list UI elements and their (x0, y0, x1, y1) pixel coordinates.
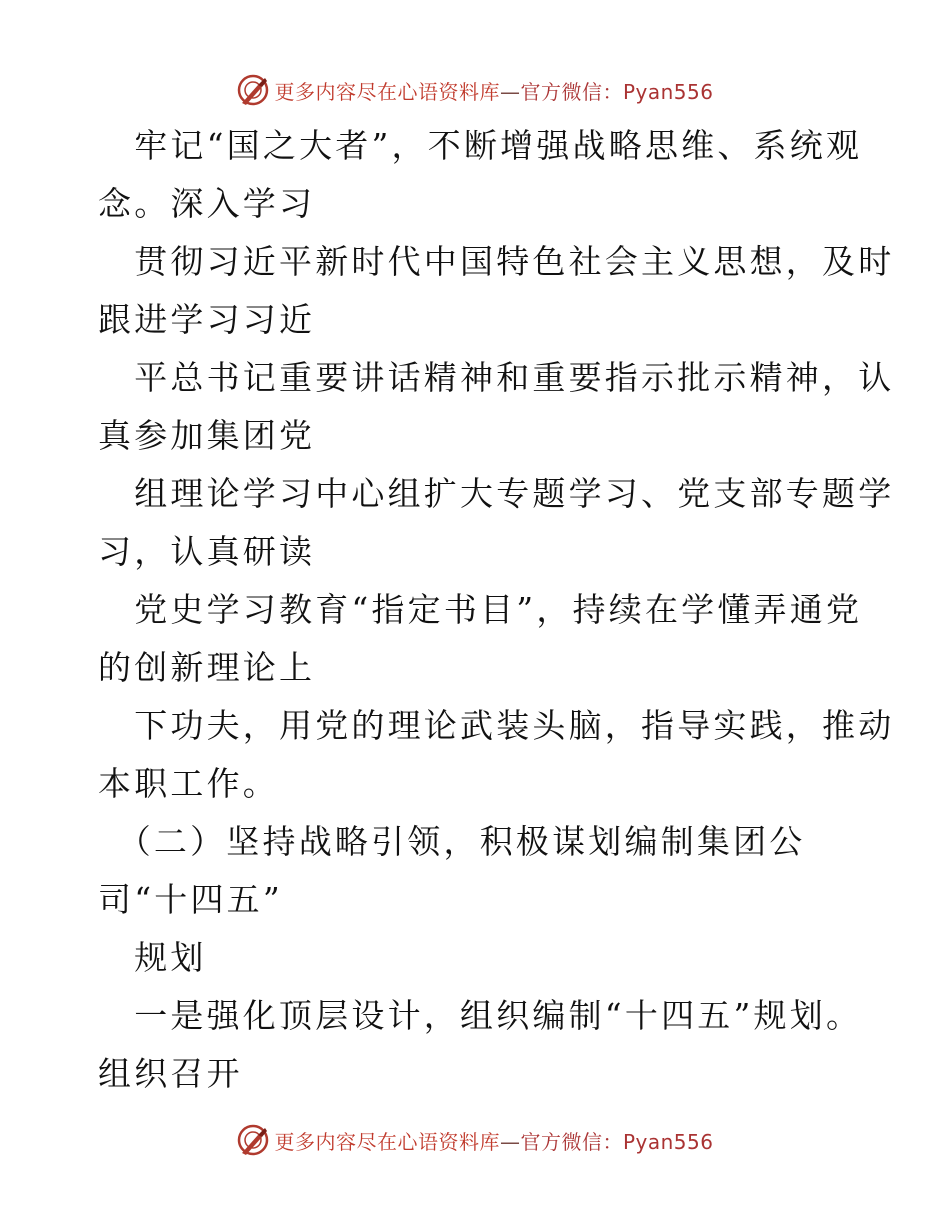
section-heading: 规划 (98, 938, 207, 977)
body-line: 真参加集团党 (98, 416, 316, 455)
footer-separator: — (499, 1129, 521, 1154)
footer-contact: 官方微信：Pyan556 (520, 1129, 714, 1154)
body-line: 组理论学习中心组扩大专题学习、党支部专题学 (98, 474, 895, 513)
footer-logo-text: 更多内容尽在心语资料库 (274, 1129, 500, 1154)
body-line: 念。深入学习 (98, 184, 316, 223)
body-line: 的创新理论上 (98, 648, 316, 687)
footer-watermark-text (274, 1126, 713, 1155)
header-separator: — (499, 79, 521, 104)
header-contact: 官方微信：Pyan556 (520, 79, 714, 104)
body-line: 组织召开 (98, 1054, 243, 1093)
pen-logo-icon (236, 73, 270, 107)
body-line: 习，认真研读 (98, 532, 316, 571)
body-line: 本职工作。 (98, 764, 279, 803)
body-line: 下功夫，用党的理论武装头脑，指导实践，推动 (98, 706, 895, 745)
body-line: 一是强化顶层设计，组织编制“十四五”规划。 (98, 996, 863, 1035)
body-line: 党史学习教育“指定书目”，持续在学懂弄通党 (98, 590, 863, 629)
section-heading: 司“十四五” (98, 880, 283, 919)
header-logo-text: 更多内容尽在心语资料库 (274, 79, 500, 104)
header-watermark (0, 70, 950, 110)
section-heading: （二）坚持战略引领，积极谋划编制集团公 (98, 822, 806, 861)
footer-watermark (0, 1120, 950, 1160)
header-watermark-text (274, 76, 713, 105)
body-line: 贯彻习近平新时代中国特色社会主义思想，及时 (98, 242, 895, 281)
body-line: 牢记“国之大者”，不断增强战略思维、系统观 (98, 126, 863, 165)
body-line: 跟进学习习近 (98, 300, 316, 339)
pen-logo-icon (236, 1123, 270, 1157)
body-line: 平总书记重要讲话精神和重要指示批示精神，认 (98, 358, 895, 397)
